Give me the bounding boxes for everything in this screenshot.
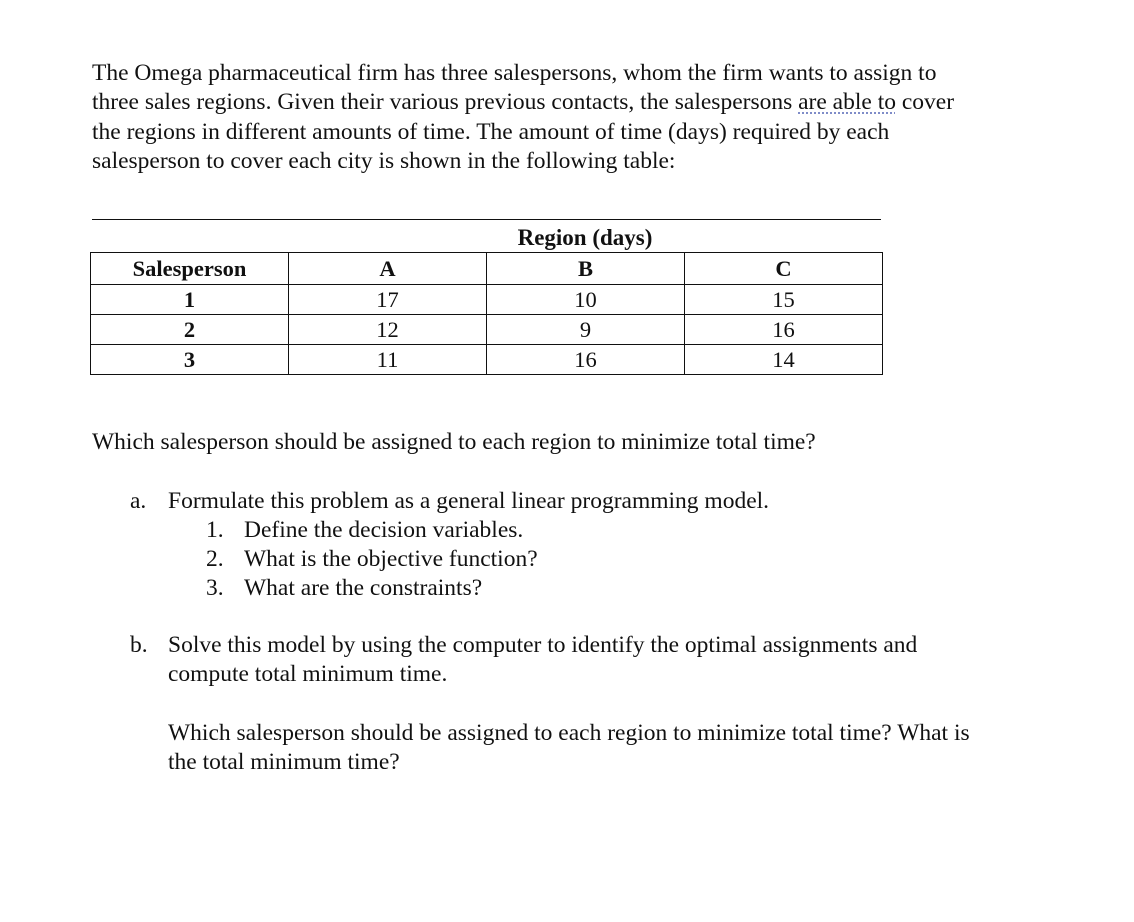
table-cell: 10 <box>487 285 685 315</box>
part-b-follow-line-1: Which salesperson should be assigned to each region to minimize total time? What is <box>168 720 970 746</box>
part-b-line-1: Solve this model by using the computer to identify the optimal assignments and <box>168 632 918 658</box>
table-row <box>91 315 883 345</box>
intro-line-2-start: three sales regions. Given their various previous contacts, the salespersons <box>92 89 799 116</box>
part-a-text: Formulate this problem as a general linear programming model. <box>168 488 770 514</box>
region-a-header: A <box>289 253 487 285</box>
intro-line-3: the regions in different amounts of time. The amount of time (days) required by each <box>92 118 890 145</box>
table-header-row <box>91 253 883 285</box>
part-a-marker: a. <box>130 488 147 514</box>
table-cell: 16 <box>487 345 685 375</box>
table-cell: 12 <box>289 315 487 345</box>
row-label: 3 <box>91 345 289 375</box>
part-a-item-3: What are the constraints? <box>244 575 483 601</box>
part-a-item-3-marker: 3. <box>206 575 224 601</box>
table-cell: 17 <box>289 285 487 315</box>
part-a-item-2-marker: 2. <box>206 546 224 572</box>
table-cell: 16 <box>685 315 883 345</box>
region-b-header: B <box>487 253 685 285</box>
part-b-follow-line-2: the total minimum time? <box>168 749 400 775</box>
part-a-item-1-marker: 1. <box>206 517 224 543</box>
table-group-header: Region (days) <box>517 225 653 250</box>
table-top-rule <box>92 219 881 220</box>
intro-line-2-end: cover <box>895 89 955 116</box>
grammar-flagged-phrase[interactable]: are able to <box>798 89 896 116</box>
salesperson-header: Salesperson <box>91 253 289 285</box>
intro-line-2 <box>92 88 1072 117</box>
part-a-item-1: Define the decision variables. <box>244 517 524 543</box>
row-label: 2 <box>91 315 289 345</box>
row-label: 1 <box>91 285 289 315</box>
region-c-header: C <box>685 253 883 285</box>
part-b-line-2: compute total minimum time. <box>168 661 448 687</box>
intro-line-4: salesperson to cover each city is shown in the following table: <box>92 147 676 174</box>
table-cell: 14 <box>685 345 883 375</box>
main-question: Which salesperson should be assigned to each region to minimize total time? <box>92 429 816 455</box>
time-table <box>90 252 883 375</box>
intro-line-1: The Omega pharmaceutical firm has three salespersons, whom the firm wants to assign to <box>92 60 937 86</box>
table-cell: 9 <box>487 315 685 345</box>
part-a-item-2: What is the objective function? <box>244 546 538 572</box>
part-b-marker: b. <box>130 632 148 658</box>
table-row <box>91 285 883 315</box>
table-row <box>91 345 883 375</box>
table-cell: 15 <box>685 285 883 315</box>
table-cell: 11 <box>289 345 487 375</box>
problem-intro <box>92 59 1072 176</box>
